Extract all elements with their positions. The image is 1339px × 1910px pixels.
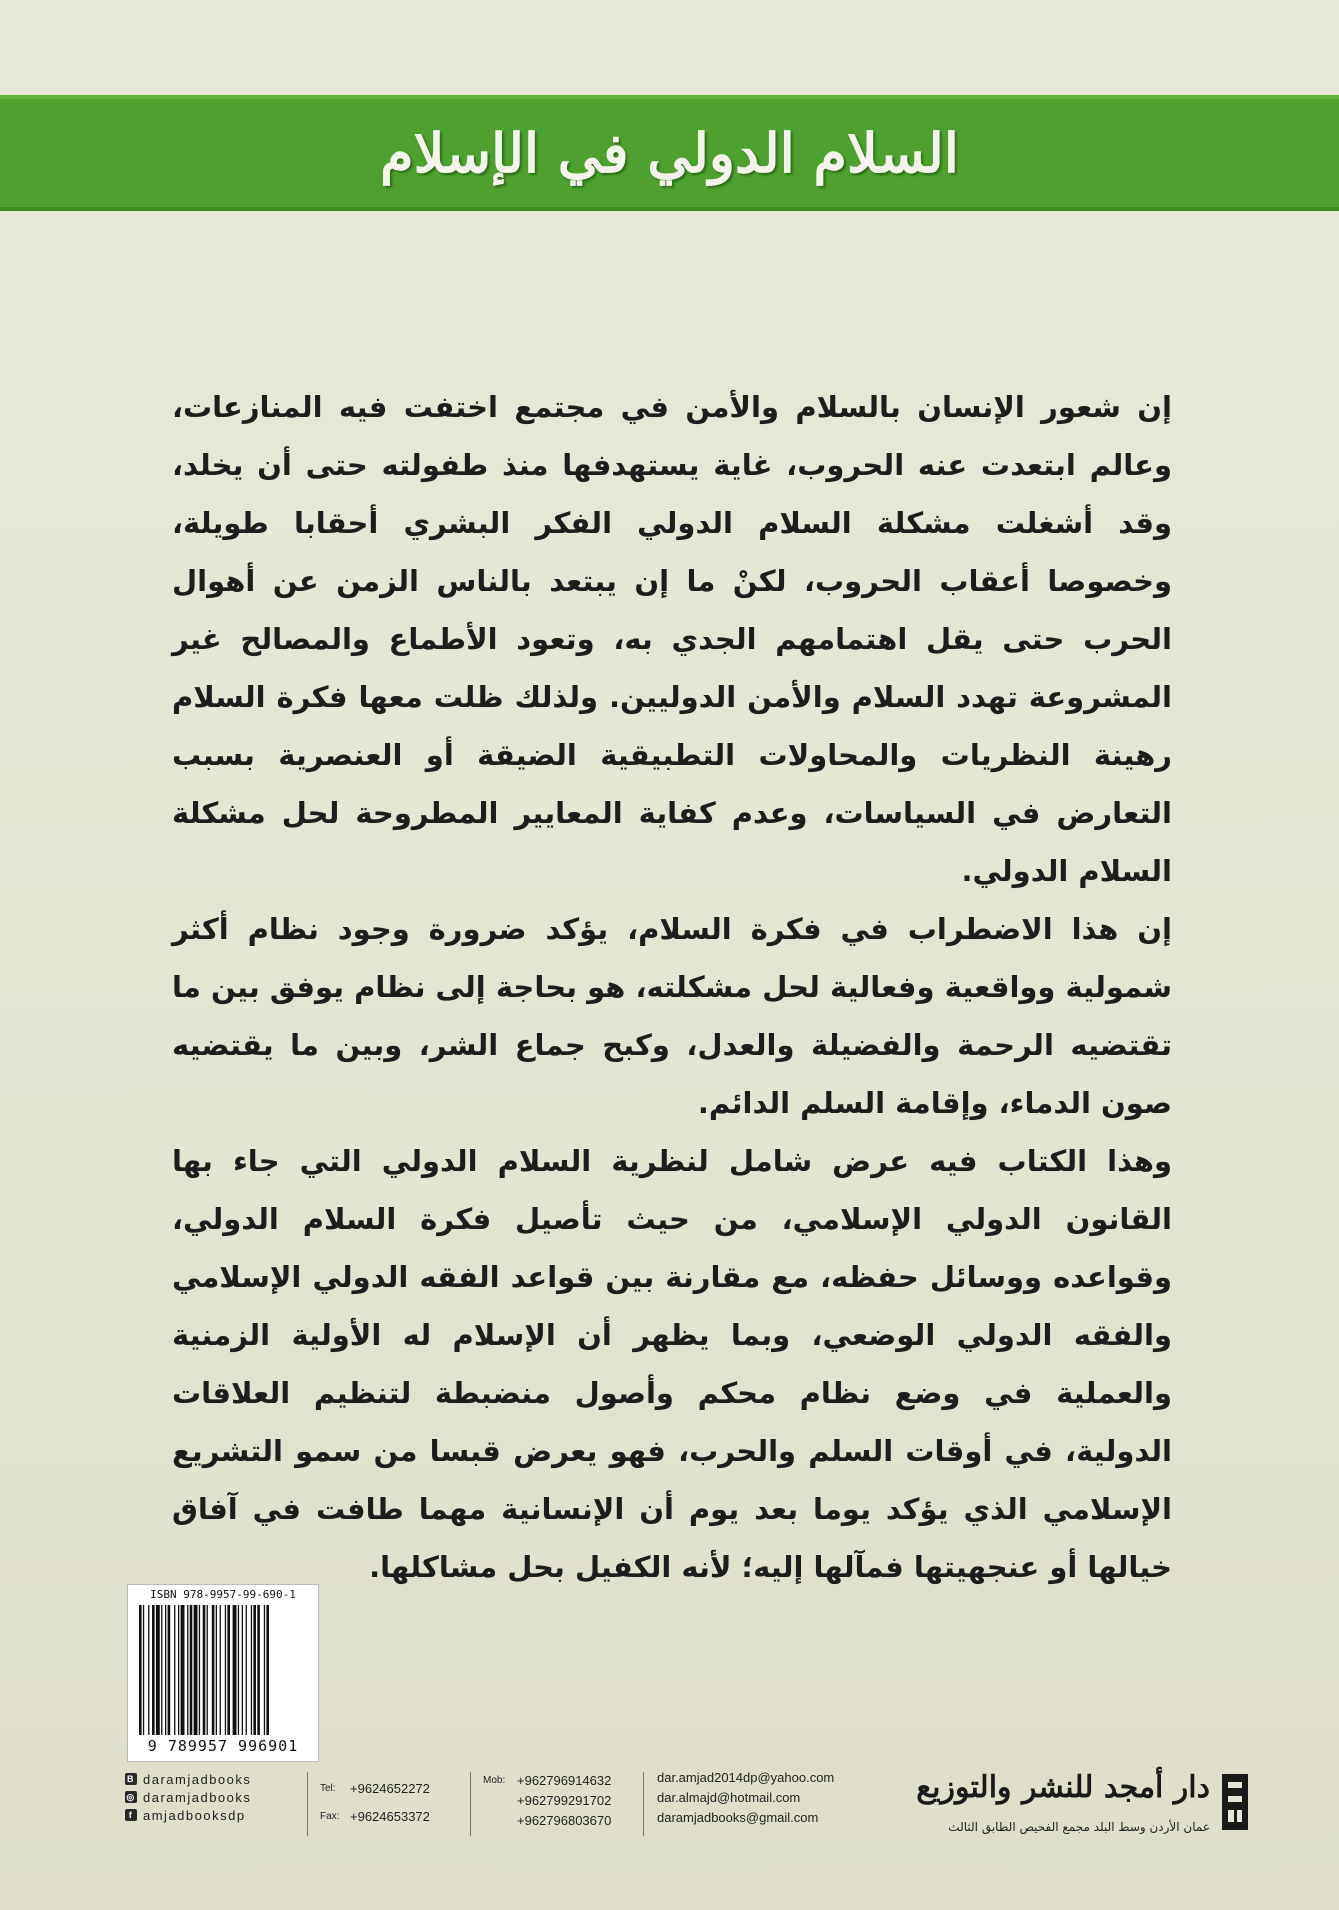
barcode-bar (168, 1605, 171, 1735)
barcode-bar (178, 1605, 179, 1735)
barcode-bar (165, 1605, 166, 1735)
barcode-bar (203, 1605, 206, 1735)
barcode-bars (137, 1605, 309, 1735)
tel-number[interactable]: +9624652272 (350, 1780, 430, 1796)
barcode-bar (257, 1605, 260, 1735)
divider (470, 1772, 471, 1836)
blurb-paragraph: إن شعور الإنسان بالسلام والأمن في مجتمع اختفت فيه المنازعات، وعالم ابتعدت عنه الحروب، غاية يستهدفها منذ طفولته حتى أن يخلد، وقد أشغلت مشكلة السلام الدولي الفكر البشري أحقابا طويلة، وخصوصا أعقاب الحروب، لكنْ ما إن يبتعد بالناس الزمن عن أهوال الحرب حتى يقل اهتمامهم الجدي به، وتعود الأطماع والمصالح غير المشروعة تهدد السلام والأمن الدوليين. ولذلك ظلت معها فكرة السلام رهينة النظريات والمحاولات التطبيقية الضيقة أو العنصرية بسبب التعارض في السياسات، وعدم كفاية المعايير المطروحة لحل مشكلة السلام الدولي. (172, 390, 1172, 888)
barcode-bar (225, 1605, 226, 1735)
tel-label: Tel: (320, 1782, 336, 1794)
barcode-bar (152, 1605, 155, 1735)
blurb-paragraph: إن هذا الاضطراب في فكرة السلام، يؤكد ضرورة وجود نظام أكثر شمولية وواقعية وفعالية لحل مشكلته، هو بحاجة إلى نظام يوفق بين ما تقتضيه الرحمة والفضيلة والعدل، وكبح جماع الشر، وبين ما يقتضيه صون الدماء، وإقامة السلم الدائم. (172, 912, 1172, 1120)
mobile-number[interactable]: +962796914632 (517, 1772, 612, 1788)
social-handle: daramjadbooks (143, 1789, 252, 1805)
barcode-bar (220, 1605, 221, 1735)
barcode-bar (190, 1605, 193, 1735)
barcode-bar (148, 1605, 149, 1735)
barcode-bar (187, 1605, 188, 1735)
publisher-block (890, 1770, 1250, 1856)
barcode-bar (227, 1605, 230, 1735)
isbn-digits: 9 789957 996901 (147, 1737, 299, 1755)
barcode-bar (242, 1605, 243, 1735)
barcode-bar (139, 1605, 142, 1735)
social-link[interactable] (125, 1770, 300, 1788)
email-address[interactable]: daramjadbooks@gmail.com (657, 1810, 819, 1825)
email-address[interactable]: dar.almajd@hotmail.com (657, 1790, 801, 1805)
social-links (125, 1770, 300, 1824)
email-address[interactable]: dar.amjad2014dp@yahoo.com (657, 1770, 835, 1785)
email-block (657, 1770, 834, 1830)
blurb-paragraph: وهذا الكتاب فيه عرض شامل لنظرية السلام الدولي التي جاء بها القانون الدولي الإسلامي، من حيث تأصيل فكرة السلام الدولي، وقواعده ووسائل حفظه، مع مقارنة بين قواعد الفقه الدولي الإسلامي والفقه الدولي الوضعي، وبما يظهر أن الإسلام له الأولية الزمنية والعملية في وضع نظام محكم وأصول منضبطة لتنظيم العلاقات الدولية، في أوقات السلم والحرب، فهو يعرض قبسا من سمو التشريع الإسلامي الذي يؤكد يوما بعد يوم أن الإنسانية مهما طافت في آفاق خيالها أو عنجهيتها فمآلها إليه؛ لأنه الكفيل بحل مشاكلها. (172, 1144, 1172, 1584)
barcode-bar (266, 1605, 269, 1735)
blurb-text (172, 378, 1172, 1596)
mobile-block (483, 1770, 611, 1830)
barcode-bar (233, 1605, 237, 1735)
facebook-icon: f (125, 1809, 137, 1821)
barcode-bar (207, 1605, 208, 1735)
barcode-bar (216, 1605, 217, 1735)
barcode-bar (253, 1605, 256, 1735)
barcode-bar (194, 1605, 198, 1735)
barcode-bar (264, 1605, 265, 1735)
publisher-logo-icon (1220, 1772, 1250, 1832)
mobile-number[interactable]: +962796803670 (517, 1812, 612, 1828)
isbn-label: ISBN 978-9957-99-690-1 (150, 1588, 296, 1601)
barcode-bar (251, 1605, 252, 1735)
title-banner (0, 95, 1339, 211)
publisher-footer (125, 1770, 1245, 1860)
mobile-number[interactable]: +962799291702 (517, 1792, 612, 1808)
instagram-icon: ◎ (126, 1792, 136, 1802)
divider (643, 1772, 644, 1836)
barcode-bar (143, 1605, 144, 1735)
fax-label: Fax: (320, 1810, 340, 1822)
fax-number: +9624653372 (350, 1808, 430, 1824)
barcode-bar (181, 1605, 185, 1735)
barcode-bar (238, 1605, 239, 1735)
barcode-bar (212, 1605, 215, 1735)
social-link[interactable] (125, 1806, 300, 1824)
publisher-name: دار أمجد للنشر والتوزيع (916, 1770, 1210, 1805)
social-handle: amjadbooksdp (143, 1807, 246, 1823)
barcode-bar (161, 1605, 162, 1735)
mob-label: Mob: (483, 1774, 506, 1786)
barcode-bar (199, 1605, 200, 1735)
barcode-bar (174, 1605, 175, 1735)
blogger-icon: B (127, 1774, 135, 1784)
phone-fax-block (320, 1774, 430, 1830)
divider (307, 1772, 308, 1836)
isbn-barcode (127, 1584, 319, 1762)
social-link[interactable] (125, 1788, 300, 1806)
publisher-address: عمان الأردن وسط البلد مجمع الفحيص الطابق الثالث (948, 1820, 1210, 1834)
book-title: السلام الدولي في الإسلام (380, 121, 959, 185)
social-handle: daramjadbooks (143, 1771, 252, 1787)
barcode-bar (156, 1605, 160, 1735)
barcode-bar (246, 1605, 247, 1735)
